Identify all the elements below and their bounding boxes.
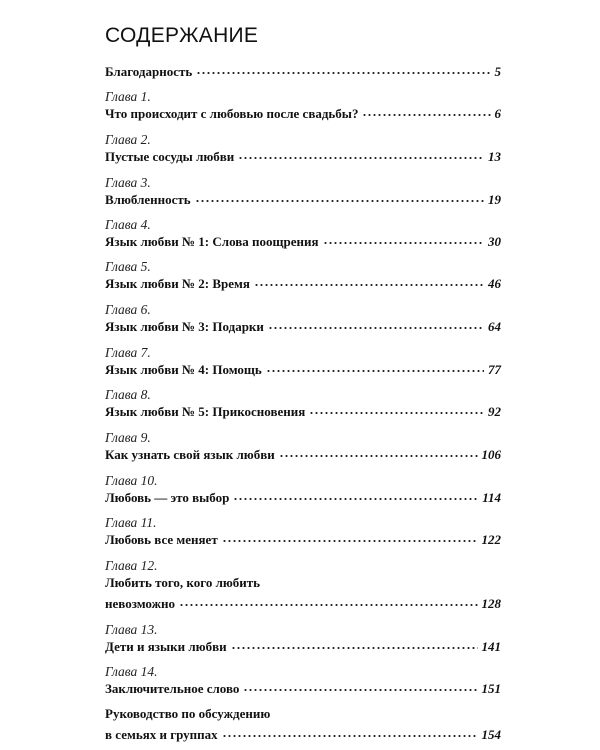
toc-page-number: 154 <box>481 727 501 742</box>
toc-page-number: 77 <box>488 362 501 377</box>
toc-line <box>105 681 501 700</box>
toc-title: в семьях и группах <box>105 727 218 742</box>
toc-line <box>105 490 501 509</box>
toc-entry[interactable] <box>105 302 501 338</box>
toc-title: Дети и языки любви <box>105 639 227 654</box>
toc-line <box>105 276 501 295</box>
toc-page-number: 114 <box>482 490 501 505</box>
toc-title: Язык любви № 4: Помощь <box>105 362 262 377</box>
toc-entry[interactable] <box>105 89 501 125</box>
toc-entry[interactable] <box>105 259 501 295</box>
toc-chapter-label: Глава 3. <box>105 175 151 190</box>
toc-entry[interactable] <box>105 664 501 700</box>
toc-title-first-line: Любить того, кого любить <box>105 575 261 590</box>
dot-leader <box>362 113 490 117</box>
toc-line <box>105 106 501 125</box>
toc-entry[interactable] <box>105 175 501 211</box>
dot-leader <box>222 539 478 543</box>
dot-leader <box>195 199 484 203</box>
toc-chapter-label: Глава 5. <box>105 259 151 274</box>
toc-title: Любовь все меняет <box>105 532 218 547</box>
toc-page-number: 46 <box>488 276 501 291</box>
toc-entry[interactable] <box>105 473 501 509</box>
toc-line <box>105 639 501 658</box>
dot-leader <box>179 603 477 607</box>
toc-chapter-label: Глава 14. <box>105 664 158 679</box>
contents-heading: СОДЕРЖАНИЕ <box>105 24 259 47</box>
toc-line <box>105 319 501 338</box>
toc-chapter-label: Глава 12. <box>105 558 158 573</box>
toc-line <box>105 362 501 381</box>
toc-title: Заключительное слово <box>105 681 240 696</box>
toc-page-number: 6 <box>494 106 501 121</box>
dot-leader <box>254 283 484 287</box>
dot-leader <box>323 241 485 245</box>
toc-page-number: 19 <box>488 192 501 207</box>
toc-page-number: 141 <box>481 639 501 654</box>
toc-entry[interactable] <box>105 430 501 466</box>
toc-entry[interactable] <box>105 132 501 168</box>
toc-entry[interactable] <box>105 622 501 658</box>
toc-chapter-label: Глава 8. <box>105 387 151 402</box>
toc-chapter-label: Глава 9. <box>105 430 151 445</box>
toc-title: Как узнать свой язык любви <box>105 447 275 462</box>
toc-entry[interactable] <box>105 706 501 746</box>
toc-entry[interactable] <box>105 345 501 381</box>
toc-chapter-label: Глава 10. <box>105 473 158 488</box>
toc-page-number: 151 <box>481 681 501 696</box>
toc-page-number: 128 <box>481 596 501 611</box>
toc-line <box>105 447 501 466</box>
toc-chapter-label: Глава 13. <box>105 622 158 637</box>
toc-line <box>105 727 501 746</box>
dot-leader <box>243 688 477 692</box>
toc-chapter-label: Глава 6. <box>105 302 151 317</box>
toc-title: Любовь — это выбор <box>105 490 230 505</box>
toc-title: Что происходит с любовью после свадьбы? <box>105 106 359 121</box>
toc-title: Влюбленность <box>105 192 191 207</box>
toc-title: невозможно <box>105 596 176 611</box>
toc-line <box>105 532 501 551</box>
toc-line <box>105 64 501 83</box>
toc-page-number: 92 <box>488 404 501 419</box>
dot-leader <box>266 369 484 373</box>
toc-title: Язык любви № 1: Слова поощрения <box>105 234 319 249</box>
dot-leader <box>222 734 478 738</box>
toc-line <box>105 192 501 211</box>
dot-leader <box>233 497 478 501</box>
dot-leader <box>279 454 478 458</box>
toc-title: Язык любви № 3: Подарки <box>105 319 264 334</box>
toc-page-number: 13 <box>488 149 501 164</box>
toc-chapter-label: Глава 7. <box>105 345 151 360</box>
dot-leader <box>231 646 478 650</box>
dot-leader <box>238 156 484 160</box>
toc-page-number: 5 <box>494 64 501 79</box>
toc-entry[interactable] <box>105 387 501 423</box>
toc-title: Пустые сосуды любви <box>105 149 235 164</box>
toc-chapter-label: Глава 1. <box>105 89 151 104</box>
toc-title: Язык любви № 2: Время <box>105 276 250 291</box>
toc-chapter-label: Глава 11. <box>105 515 157 530</box>
toc-entry[interactable] <box>105 217 501 253</box>
toc-line <box>105 596 501 615</box>
toc-page-number: 30 <box>488 234 501 249</box>
toc-page-number: 122 <box>481 532 501 547</box>
toc-line <box>105 234 501 253</box>
dot-leader <box>268 326 484 330</box>
toc-page-number: 64 <box>488 319 501 334</box>
dot-leader <box>309 411 484 415</box>
toc-title: Благодарность <box>105 64 193 79</box>
dot-leader <box>196 71 490 75</box>
toc-page-number: 106 <box>481 447 501 462</box>
toc-line <box>105 404 501 423</box>
toc-entry[interactable] <box>105 64 501 83</box>
toc-entry[interactable] <box>105 558 501 615</box>
toc-entry[interactable] <box>105 515 501 551</box>
toc-title: Язык любви № 5: Прикосновения <box>105 404 306 419</box>
toc-chapter-label: Глава 2. <box>105 132 151 147</box>
toc-title-first-line: Руководство по обсуждению <box>105 706 271 721</box>
toc-line <box>105 149 501 168</box>
toc-chapter-label: Глава 4. <box>105 217 151 232</box>
